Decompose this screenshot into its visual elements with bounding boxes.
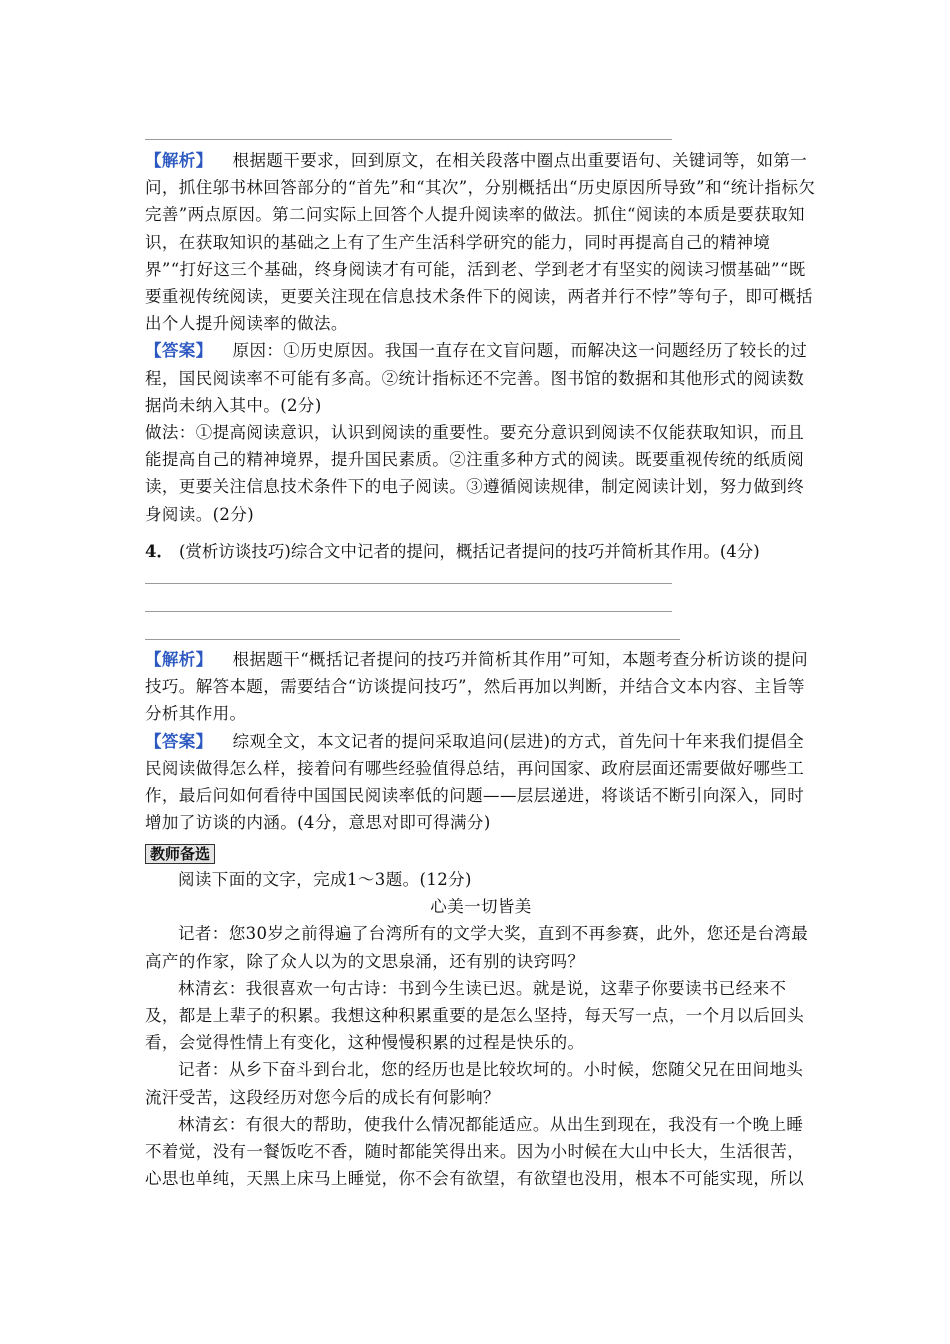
answer-line (145, 583, 672, 584)
reading-passage (145, 866, 817, 1192)
question-text: (赏析访谈技巧)综合文中记者的提问，概括记者提问的技巧并简析其作用。(4分) (178, 542, 760, 561)
passage-paragraph: 记者：您30岁之前得遍了台湾所有的文学大奖，直到不再参赛，此外，您还是台湾最高产的作家，除了众人以为的文思泉涌，还有别的诀窍吗？ (145, 924, 809, 971)
analysis-text: 根据题干要求，回到原文，在相关段落中圈点出重要语句、关键词等，如第一问，抓住邬书林回答部分的“首先”和“其次”，分别概括出“历史原因所导致”和“统计指标欠完善”两点原因。第二问实际上回答个人提升阅读率的做法。抓住“阅读的本质是要获取知识，在获取知识的基础之上有了生产生活科学研究的能力，同时再提高自己的精神境界”“打好这三个基础，终身阅读才有可能，活到老、学到老才有坚实的阅读习惯基础”“既要重视传统阅读，更要关注现在信息技术条件下的阅读，两者并行不悖”等句子，即可概括出个人提升阅读率的做法。 (145, 151, 816, 334)
answer-text: 综观全文，本文记者的提问采取追问(层进)的方式，首先问十年来我们提倡全民阅读做得怎么样，接着问有哪些经验值得总结，再问国家、政府层面还需要做好哪些工作，最后问如何看待中国国民阅读率低的问题——层层递进，将谈话不断引向深入，同时增加了访谈的内涵。(4分，意思对即可得满分) (145, 731, 805, 833)
passage-paragraph: 林清玄：我很喜欢一句古诗：书到今生读已迟。就是说，这辈子你要读书已经来不及，都是上辈子的积累。我想这种积累重要的是怎么坚持，每天写一点，一个月以后回头看，会觉得性情上有变化，这种慢慢积累的过程是快乐的。 (145, 978, 805, 1053)
passage-paragraph: 记者：从乡下奋斗到台北，您的经历也是比较坎坷的。小时候，您随父兄在田间地头流汗受苦，这段经历对您今后的成长有何影响？ (145, 1060, 804, 1107)
analysis-text: 根据题干“概括记者提问的技巧并简析其作用”可知，本题考查分析访谈的提问技巧。解答本题，需要结合“访谈提问技巧”，然后再加以判断，并结合文本内容、主旨等分析其作用。 (145, 650, 808, 724)
analysis-tag: 【解析】 (145, 151, 213, 170)
answer-tag: 【答案】 (145, 341, 213, 361)
answer-tag: 【答案】 (145, 731, 213, 751)
teacher-label: 教师备选 (145, 844, 215, 864)
answer-text: 原因：①历史原因。我国一直存在文盲问题，而解决这一问题经历了较长的过程，国民阅读率不可能有多高。②统计指标还不完善。图书馆的数据和其他形式的阅读数据尚未纳入其中。(2分) (145, 341, 808, 415)
analysis-block-1 (145, 147, 817, 528)
answer-line (145, 611, 672, 612)
passage-instruction: 阅读下面的文字，完成1～3题。(12分) (178, 870, 472, 889)
answer-text-2: 做法：①提高阅读意识，认识到阅读的重要性。要充分意识到阅读不仅能获取知识，而且能提高自己的精神境界，提升国民素质。②注重多种方式的阅读。既要重视传统的纸质阅读，更要关注信息技术条件下的电子阅读。③遵循阅读规律，制定阅读计划，努力做到终身阅读。(2分) (145, 423, 805, 524)
answer-line (145, 639, 680, 640)
question-number: 4． (145, 542, 173, 561)
answer-line (145, 139, 672, 140)
passage-paragraph: 林清玄：有很大的帮助，使我什么情况都能适应。从出生到现在，我没有一个晚上睡不着觉，没有一餐饭吃不香，随时都能笑得出来。因为小时候在大山中长大，生活很苦，心思也单纯，天黑上床马上睡觉，你不会有欲望，有欲望也没用，根本不可能实现，所以 (145, 1114, 805, 1189)
analysis-block-2 (145, 646, 817, 836)
question-4 (145, 538, 817, 565)
passage-title: 心美一切皆美 (430, 897, 532, 917)
analysis-tag: 【解析】 (145, 650, 213, 669)
